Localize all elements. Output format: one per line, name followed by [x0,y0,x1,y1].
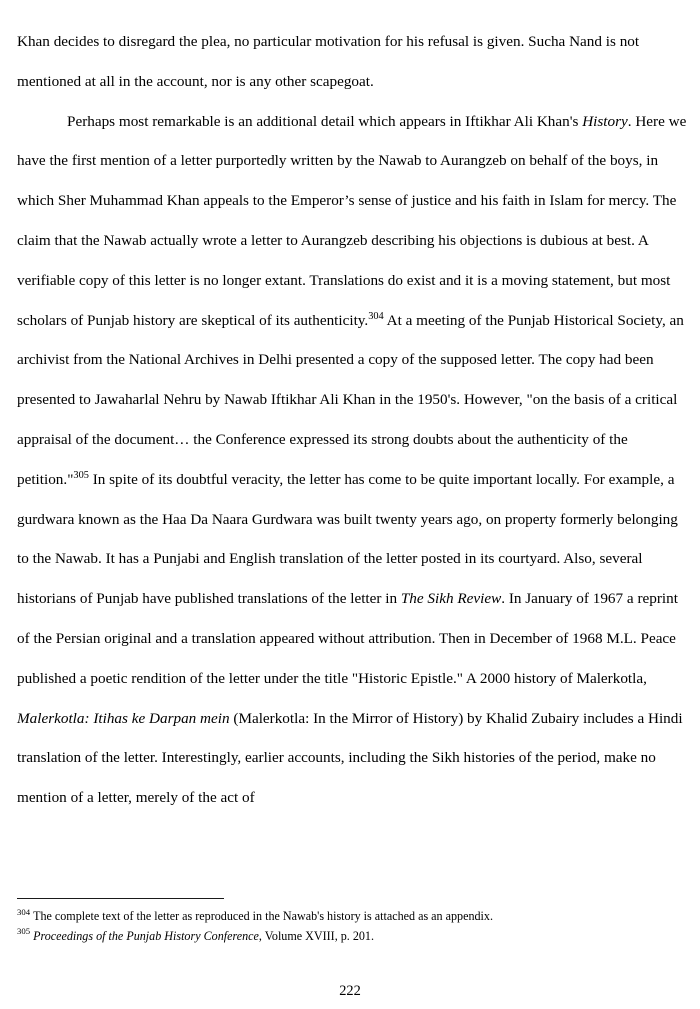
text-run: . In January of 1967 a reprint of the Persian original and a translation appeared without attribution. Then in December of 1968 M.L. Peace published a poetic rendition of the letter under the title "Historic Epistle." A 2000 history of Malerkotla, [17,590,678,687]
paragraph [17,102,687,818]
text-run: , Volume XVIII, p. 201. [258,928,374,943]
text-run: Khan decides to disregard the plea, no particular motivation for his refusal is given. Sucha Nand is not mentioned at all in the account, nor is any other scapegoat. [17,33,640,90]
italic-title: The Sikh Review [400,590,502,608]
footnote-reference[interactable]: 305 [73,469,89,481]
footnote-separator-rule [17,898,224,899]
text-run: The complete text of the letter as reproduced in the Nawab's history is attached as an appendix. [33,909,493,923]
body-text-block [17,22,687,818]
footnote-number: 304 [17,906,31,917]
footnote-reference[interactable]: 304 [368,310,384,322]
italic-title: Proceedings of the Punjab History Conference [33,928,259,943]
paragraph [17,22,687,102]
footnote [17,927,687,947]
footnote-area [17,898,687,946]
text-run: . Here we have the first mention of a letter purportedly written by the Nawab to Aurangzeb on behalf of the boys, in which Sher Muhammad Khan appeals to the Emperor’s sense of justice and his faith in Islam for mercy. The claim that the Nawab actually wrote a letter to Aurangzeb describing his objections is dubious at best. A verifiable copy of this letter is no longer extant. Translations do exist and it is a moving statement, but most scholars of Punjab history are skeptical of its authenticity. [17,112,687,329]
text-run: In spite of its doubtful veracity, the letter has come to be quite important locally. For example, a gurdwara known as the Haa Da Naara Gurdwara was built twenty years ago, on property formerly belonging to the Nawab. It has a Punjabi and English translation of the letter posted in its courtyard. Also, several historians of Punjab have published translations of the letter in [17,470,678,608]
italic-title: Malerkotla: Itihas ke Darpan mein [17,709,230,727]
text-run: (Malerkotla: In the Mirror of History) by Khalid Zubairy includes a Hindi translation of the letter. Interestingly, earlier accounts, including the Sikh histories of the period, make no mention of a letter, merely of the act of [17,709,683,807]
text-run: At a meeting of the Punjab Historical Society, an archivist from the National Archives in Delhi presented a copy of the supposed letter. The copy had been presented to Jawaharlal Nehru by Nawab Iftikhar Ali Khan in the 1950's. However, "on the basis of a critical appraisal of the document… the Conference expressed its strong doubts about the authenticity of the petition." [17,311,684,488]
footnote-number: 305 [17,926,31,937]
footnote [17,907,687,927]
text-run: Perhaps most remarkable is an additional detail which appears in Iftikhar Ali Khan's [67,112,583,130]
page-number: 222 [339,983,361,999]
italic-title: History [582,112,628,130]
